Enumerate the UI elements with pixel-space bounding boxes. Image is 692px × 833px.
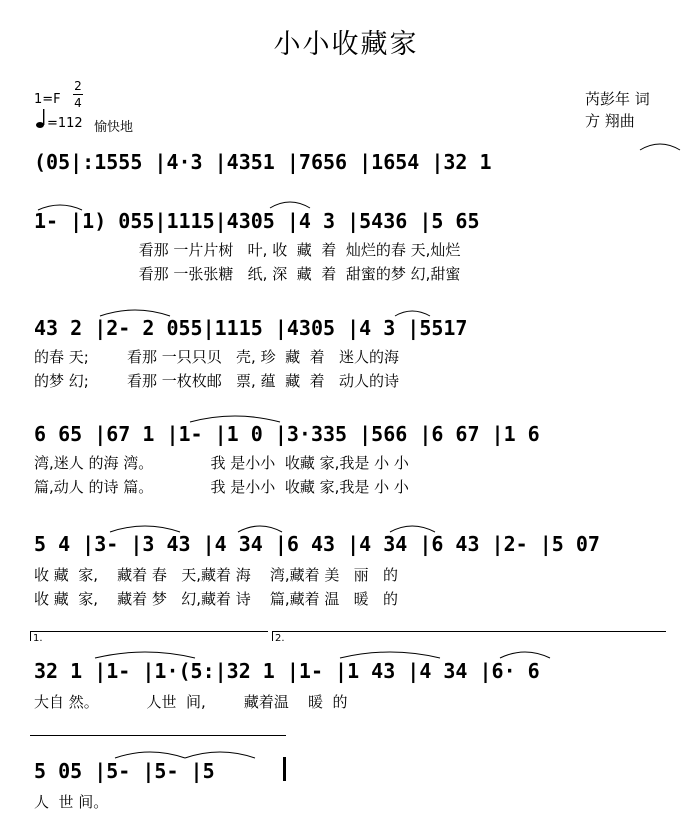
tempo-marking: =112 — [47, 116, 83, 131]
lyrics-line-4-verse-2: 篇,动人 的诗 篇。 我 是小小 收藏 家,我是 小 小 — [34, 478, 409, 496]
volta-1-label: 1. — [33, 633, 43, 644]
notation-line-6: 32 1 |1- |1·(5:|32 1 |1- |1 43 |4 34 |6· 6 — [34, 659, 540, 683]
song-title: 小小收藏家 — [273, 29, 419, 60]
lyrics-line-3-verse-2: 的梦 幻; 看那 一枚枚邮 票, 蕴 藏 着 动人的诗 — [34, 372, 399, 390]
lyrics-line-2-verse-1: 看那 一片片树 叶, 收 藏 着 灿烂的春 天,灿烂 — [110, 241, 461, 259]
composer-credit: 方 翔曲 — [585, 112, 635, 130]
lyrics-line-5-verse-2: 收 藏 家, 藏着 梦 幻,藏着 诗 篇,藏着 温 暖 的 — [34, 590, 398, 608]
tempo-style: 愉快地 — [94, 120, 134, 135]
notation-line-5: 5 4 |3- |3 43 |4 34 |6 43 |4 34 |6 43 |2- |5 07 — [34, 532, 600, 556]
volta-2-hook — [272, 631, 273, 641]
key-signature: 1=F — [34, 92, 61, 107]
volta-2-bracket — [272, 631, 666, 632]
lyrics-line-7: 人 世 间。 — [34, 793, 109, 811]
volta-1-hook — [30, 631, 31, 641]
coda-bracket — [30, 735, 286, 736]
lyrics-line-6: 大自 然。 人世 间, 藏着温 暖 的 — [34, 693, 348, 711]
lyrics-line-4-verse-1: 湾,迷人 的海 湾。 我 是小小 收藏 家,我是 小 小 — [34, 454, 409, 472]
time-signature-denominator: 4 — [74, 96, 82, 110]
notation-line-2: 1- |1) 055|1115|4305 |4 3 |5436 |5 65 — [34, 209, 480, 233]
lyrics-line-3-verse-1: 的春 天; 看那 一只只贝 壳, 珍 藏 着 迷人的海 — [34, 348, 399, 366]
notation-line-4: 6 65 |67 1 |1- |1 0 |3·335 |566 |6 67 |1 6 — [34, 422, 540, 446]
final-barline — [283, 757, 286, 781]
notation-line-1: (05|:1555 |4·3 |4351 |7656 |1654 |32 1 — [34, 150, 492, 174]
quarter-note-icon — [36, 109, 44, 128]
volta-1-bracket — [30, 631, 268, 632]
notation-line-3: 43 2 |2- 2 055|1115 |4305 |4 3 |5517 — [34, 316, 468, 340]
notation-line-7: 5 05 |5- |5- |5 — [34, 759, 215, 783]
volta-2-label: 2. — [275, 633, 285, 644]
lyrics-line-2-verse-2: 看那 一张张糖 纸, 深 藏 着 甜蜜的梦 幻,甜蜜 — [110, 265, 461, 283]
lyrics-line-5-verse-1: 收 藏 家, 藏着 春 天,藏着 海 湾,藏着 美 丽 的 — [34, 566, 398, 584]
time-signature-bar — [73, 94, 83, 95]
time-signature-numerator: 2 — [74, 79, 82, 93]
lyricist-credit: 芮彭年 词 — [585, 90, 650, 108]
